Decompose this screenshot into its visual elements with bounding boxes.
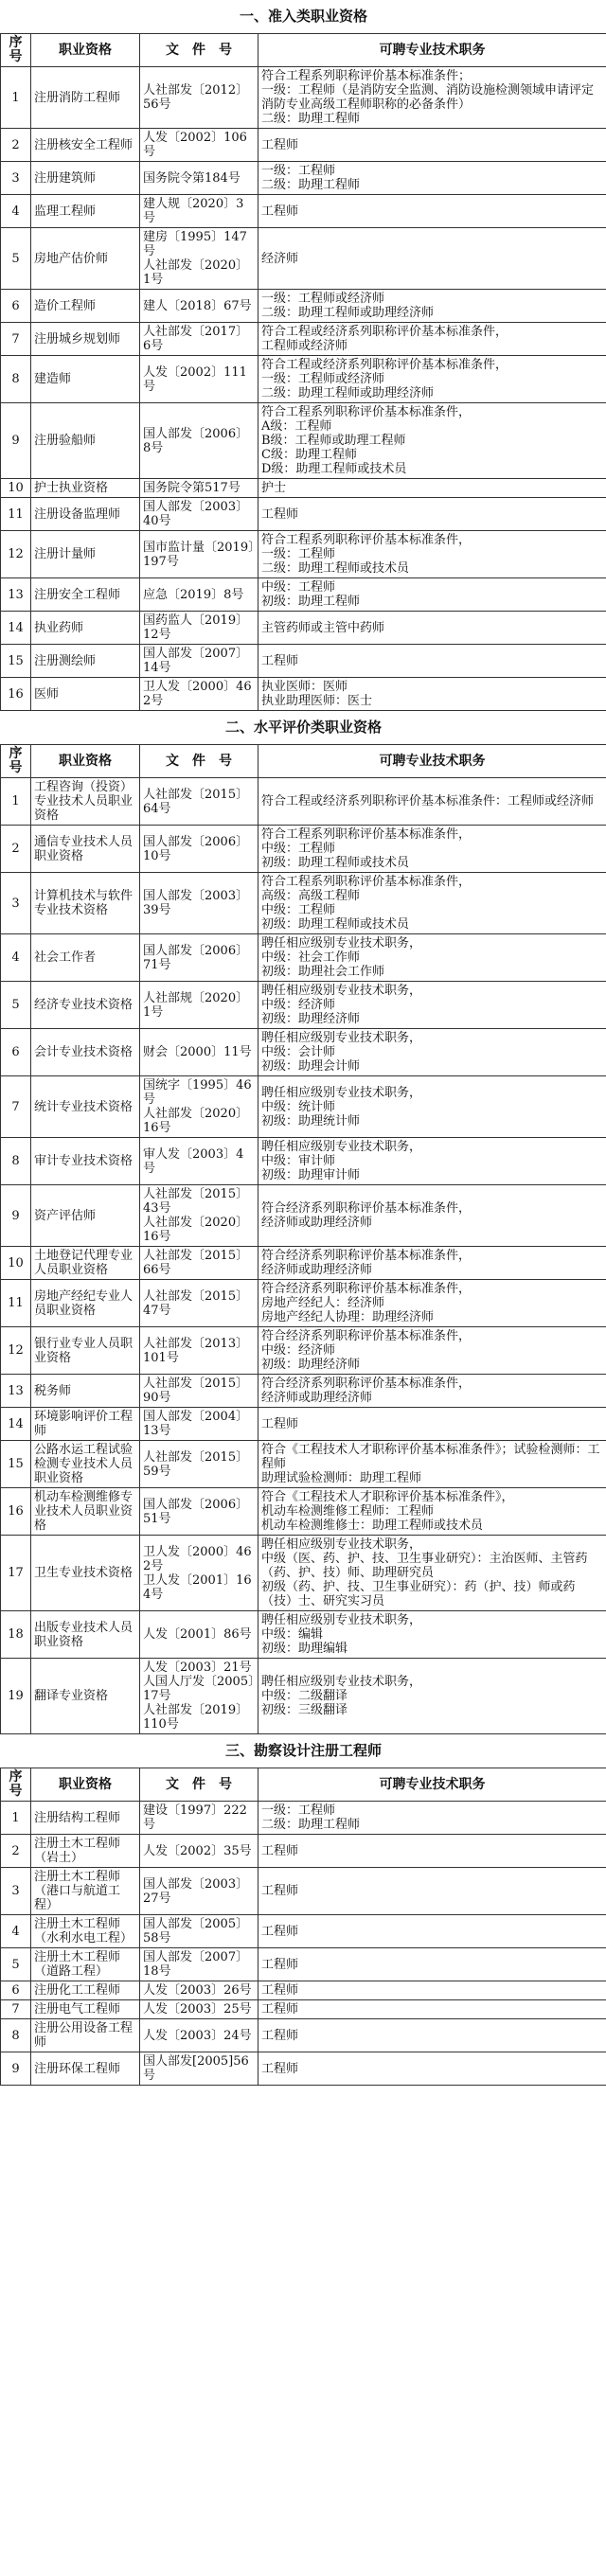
row-number: 17: [1, 1536, 31, 1611]
row-number: 5: [1, 1948, 31, 1981]
document-number: 国人部发〔2003〕40号: [140, 498, 258, 531]
row-number: 9: [1, 1185, 31, 1247]
qualification-name: 机动车检测维修专业技术人员职业资格: [31, 1488, 140, 1536]
row-number: 15: [1, 1441, 31, 1488]
row-number: 12: [1, 531, 31, 578]
qualification-name: 护士执业资格: [31, 479, 140, 498]
qualification-name: 注册电气工程师: [31, 2000, 140, 2019]
table-row: [1, 1408, 606, 1441]
section-title: 三、勘察设计注册工程师: [225, 1742, 383, 1759]
row-number: 8: [1, 356, 31, 403]
table-row: [1, 1375, 606, 1408]
appointable-titles: 符合经济系列职称评价基本标准条件， 经济师或助理经济师: [258, 1247, 606, 1280]
qualification-name: 税务师: [31, 1375, 140, 1408]
header-titles: 可聘专业技术职务: [258, 745, 606, 778]
table-row: [1, 826, 606, 873]
row-number: 2: [1, 1835, 31, 1868]
header-titles: 可聘专业技术职务: [258, 1768, 606, 1802]
table-row: [1, 403, 606, 479]
table-row: [1, 982, 606, 1029]
appointable-titles: 工程师: [258, 2019, 606, 2052]
header-no: 序号: [1, 1768, 31, 1802]
row-number: 6: [1, 1981, 31, 2000]
qualification-name: 注册土木工程师（岩土）: [31, 1835, 140, 1868]
row-number: 19: [1, 1659, 31, 1734]
row-number: 18: [1, 1611, 31, 1659]
appointable-titles: 聘任相应级别专业技术职务， 中级：统计师 初级：助理统计师: [258, 1076, 606, 1138]
appointable-titles: 符合《工程技术人才职称评价基本标准条件》， 机动车检测维修工程师：工程师 机动车检测维修士：助理工程师或技术员: [258, 1488, 606, 1536]
row-number: 14: [1, 612, 31, 645]
appointable-titles: 中级：工程师 初级：助理工程师: [258, 578, 606, 612]
row-number: 11: [1, 498, 31, 531]
document-number: 建人规〔2020〕3号: [140, 195, 258, 228]
document-number: 人发〔2001〕86号: [140, 1611, 258, 1659]
document-number: 国药监人〔2019〕12号: [140, 612, 258, 645]
table-row: [1, 612, 606, 645]
qualification-name: 公路水运工程试验检测专业技术人员职业资格: [31, 1441, 140, 1488]
section-table: [0, 1734, 606, 2086]
table-row: [1, 1915, 606, 1948]
row-number: 3: [1, 1868, 31, 1915]
appointable-titles: 聘任相应级别专业技术职务， 中级：会计师 初级：助理会计师: [258, 1029, 606, 1076]
document-number: 人发〔2003〕26号: [140, 1981, 258, 2000]
qualification-name: 注册设备监理师: [31, 498, 140, 531]
appointable-titles: 工程师: [258, 2000, 606, 2019]
appointable-titles: 护士: [258, 479, 606, 498]
table-row: [1, 129, 606, 162]
appointable-titles: 符合工程或经济系列职称评价基本标准条件：工程师或经济师: [258, 778, 606, 826]
appointable-titles: 工程师: [258, 1408, 606, 1441]
appointable-titles: 聘任相应级别专业技术职务， 中级：经济师 初级：助理经济师: [258, 982, 606, 1029]
appointable-titles: 聘任相应级别专业技术职务， 中级：编辑 初级：助理编辑: [258, 1611, 606, 1659]
row-number: 7: [1, 2000, 31, 2019]
table-row: [1, 1488, 606, 1536]
document-number: 国人部发〔2003〕39号: [140, 873, 258, 934]
document-number: 人社部发〔2015〕64号: [140, 778, 258, 826]
appointable-titles: 符合经济系列职称评价基本标准条件， 房地产经纪人：经济师 房地产经纪人协理：助理经济师: [258, 1280, 606, 1327]
appointable-titles: 工程师: [258, 129, 606, 162]
table-row: [1, 1138, 606, 1185]
qualification-name: 医师: [31, 678, 140, 711]
document-number: 人社部发〔2013〕101号: [140, 1327, 258, 1375]
header-no: 序号: [1, 34, 31, 67]
table-row: [1, 1247, 606, 1280]
section-title: 二、水平评价类职业资格: [225, 719, 383, 736]
table-row: [1, 778, 606, 826]
qualification-name: 工程咨询（投资）专业技术人员职业资格: [31, 778, 140, 826]
appointable-titles: 工程师: [258, 498, 606, 531]
row-number: 9: [1, 403, 31, 479]
row-number: 3: [1, 162, 31, 195]
qualification-name: 银行业专业人员职业资格: [31, 1327, 140, 1375]
appointable-titles: 经济师: [258, 228, 606, 290]
row-number: 3: [1, 873, 31, 934]
document-number: 建房〔1995〕147号 人社部发〔2020〕1号: [140, 228, 258, 290]
qualification-name: 注册城乡规划师: [31, 323, 140, 356]
row-number: 4: [1, 934, 31, 982]
section-table: [0, 711, 606, 1734]
section-title-row: [1, 0, 606, 34]
table-row: [1, 531, 606, 578]
qualification-name: 注册建筑师: [31, 162, 140, 195]
qualification-name: 卫生专业技术资格: [31, 1536, 140, 1611]
header-name: 职业资格: [31, 34, 140, 67]
qualification-name: 注册土木工程师（道路工程）: [31, 1948, 140, 1981]
appointable-titles: 符合工程系列职称评价基本标准条件， 高级：高级工程师 中级：工程师 初级：助理工程师或技术员: [258, 873, 606, 934]
appointable-titles: 一级：工程师 二级：助理工程师: [258, 1802, 606, 1835]
document-number: 国人部发〔2006〕71号: [140, 934, 258, 982]
header-no: 序号: [1, 745, 31, 778]
document-number: 人社部发〔2015〕47号: [140, 1280, 258, 1327]
document-number: 人社部发〔2015〕43号 人社部发〔2020〕16号: [140, 1185, 258, 1247]
table-row: [1, 2000, 606, 2019]
document-number: 人社部发〔2015〕90号: [140, 1375, 258, 1408]
appointable-titles: 聘任相应级别专业技术职务， 中级：审计师 初级：助理审计师: [258, 1138, 606, 1185]
table-row: [1, 479, 606, 498]
appointable-titles: 一级：工程师或经济师 二级：助理工程师或助理经济师: [258, 290, 606, 323]
document-number: 人社部发〔2012〕56号: [140, 67, 258, 129]
document-number: 人发〔2003〕25号: [140, 2000, 258, 2019]
qualification-name: 房地产估价师: [31, 228, 140, 290]
row-number: 7: [1, 1076, 31, 1138]
document-number: 国人部发〔2005〕58号: [140, 1915, 258, 1948]
table-row: [1, 2019, 606, 2052]
table-row: [1, 1981, 606, 2000]
row-number: 2: [1, 129, 31, 162]
appointable-titles: 符合经济系列职称评价基本标准条件， 经济师或助理经济师: [258, 1185, 606, 1247]
qualification-name: 审计专业技术资格: [31, 1138, 140, 1185]
appointable-titles: 主管药师或主管中药师: [258, 612, 606, 645]
section-title: 一、准入类职业资格: [240, 8, 368, 25]
table-row: [1, 2052, 606, 2086]
row-number: 16: [1, 678, 31, 711]
qualification-name: 注册验船师: [31, 403, 140, 479]
row-number: 1: [1, 778, 31, 826]
header-doc: 文 件 号: [140, 1768, 258, 1802]
header-doc: 文 件 号: [140, 745, 258, 778]
appointable-titles: 聘任相应级别专业技术职务， 中级（医、药、护、技、卫生事业研究）：主治医师、主管药（药、护、技）师、助理研究员 初级（药、护、技、卫生事业研究）：药（护、技）师或药（技）士、研究实习员: [258, 1536, 606, 1611]
qualification-name: 注册测绘师: [31, 645, 140, 678]
row-number: 2: [1, 826, 31, 873]
table-row: [1, 498, 606, 531]
appointable-titles: 工程师: [258, 1948, 606, 1981]
qualification-name: 土地登记代理专业人员职业资格: [31, 1247, 140, 1280]
table-row: [1, 290, 606, 323]
row-number: 14: [1, 1408, 31, 1441]
qualification-name: 资产评估师: [31, 1185, 140, 1247]
row-number: 8: [1, 2019, 31, 2052]
document-number: 国人部发〔2006〕51号: [140, 1488, 258, 1536]
document-number: 国人部发〔2006〕10号: [140, 826, 258, 873]
document-number: 国务院令第184号: [140, 162, 258, 195]
document-number: 人发〔2002〕35号: [140, 1835, 258, 1868]
appointable-titles: 工程师: [258, 1835, 606, 1868]
appointable-titles: 聘任相应级别专业技术职务， 中级：二级翻译 初级：三级翻译: [258, 1659, 606, 1734]
document-number: 国人部发〔2006〕8号: [140, 403, 258, 479]
table-row: [1, 1327, 606, 1375]
qualification-name: 计算机技术与软件专业技术资格: [31, 873, 140, 934]
table-row: [1, 1611, 606, 1659]
section-table: [0, 0, 606, 711]
qualification-name: 环境影响评价工程师: [31, 1408, 140, 1441]
qualification-name: 经济专业技术资格: [31, 982, 140, 1029]
section-title-row: [1, 1734, 606, 1768]
qualification-name: 注册消防工程师: [31, 67, 140, 129]
table-row: [1, 934, 606, 982]
document-number: 人社部发〔2017〕6号: [140, 323, 258, 356]
table-row: [1, 678, 606, 711]
appointable-titles: 工程师: [258, 1868, 606, 1915]
appointable-titles: 符合《工程技术人才职称评价基本标准条件》；试验检测师：工程师 助理试验检测师：助理工程师: [258, 1441, 606, 1488]
qualification-name: 建造师: [31, 356, 140, 403]
qualification-name: 统计专业技术资格: [31, 1076, 140, 1138]
appointable-titles: 工程师: [258, 645, 606, 678]
table-header-row: [1, 1768, 606, 1802]
document-number: 人发〔2002〕106号: [140, 129, 258, 162]
appointable-titles: 工程师: [258, 2052, 606, 2086]
appointable-titles: 聘任相应级别专业技术职务， 中级：社会工作师 初级：助理社会工作师: [258, 934, 606, 982]
appointable-titles: 符合经济系列职称评价基本标准条件， 中级：经济师 初级：助理经济师: [258, 1327, 606, 1375]
row-number: 6: [1, 1029, 31, 1076]
row-number: 6: [1, 290, 31, 323]
row-number: 10: [1, 479, 31, 498]
table-row: [1, 578, 606, 612]
qualification-name: 注册土木工程师（港口与航道工程）: [31, 1868, 140, 1915]
document-number: 国人部发〔2007〕18号: [140, 1948, 258, 1981]
header-name: 职业资格: [31, 1768, 140, 1802]
document-number: 审人发〔2003〕4号: [140, 1138, 258, 1185]
row-number: 7: [1, 323, 31, 356]
row-number: 4: [1, 1915, 31, 1948]
table-row: [1, 1868, 606, 1915]
document-number: 人发〔2003〕24号: [140, 2019, 258, 2052]
appointable-titles: 符合工程或经济系列职称评价基本标准条件， 一级：工程师或经济师 二级：助理工程师或助理经济师: [258, 356, 606, 403]
document-number: 国务院令第517号: [140, 479, 258, 498]
table-row: [1, 1185, 606, 1247]
document-number: 卫人发〔2000〕462号 卫人发〔2001〕164号: [140, 1536, 258, 1611]
document-number: 卫人发〔2000〕462号: [140, 678, 258, 711]
table-header-row: [1, 34, 606, 67]
table-row: [1, 1029, 606, 1076]
document-number: 建设〔1997〕222号: [140, 1802, 258, 1835]
table-row: [1, 162, 606, 195]
appointable-titles: 符合经济系列职称评价基本标准条件， 经济师或助理经济师: [258, 1375, 606, 1408]
table-row: [1, 67, 606, 129]
row-number: 1: [1, 67, 31, 129]
row-number: 10: [1, 1247, 31, 1280]
row-number: 16: [1, 1488, 31, 1536]
row-number: 15: [1, 645, 31, 678]
qualification-name: 注册计量师: [31, 531, 140, 578]
qualification-name: 注册结构工程师: [31, 1802, 140, 1835]
table-row: [1, 1280, 606, 1327]
qualification-name: 注册安全工程师: [31, 578, 140, 612]
row-number: 8: [1, 1138, 31, 1185]
header-titles: 可聘专业技术职务: [258, 34, 606, 67]
table-row: [1, 356, 606, 403]
document-number: 人社部发〔2015〕66号: [140, 1247, 258, 1280]
qualification-name: 通信专业技术人员职业资格: [31, 826, 140, 873]
qualification-name: 会计专业技术资格: [31, 1029, 140, 1076]
qualification-name: 注册化工工程师: [31, 1981, 140, 2000]
document-number: 国市监计量〔2019〕197号: [140, 531, 258, 578]
table-row: [1, 873, 606, 934]
qualification-name: 执业药师: [31, 612, 140, 645]
document-number: 国人部发〔2004〕13号: [140, 1408, 258, 1441]
section-title-row: [1, 711, 606, 745]
appointable-titles: 工程师: [258, 195, 606, 228]
table-row: [1, 645, 606, 678]
document-number: 国人部发[2005]56号: [140, 2052, 258, 2086]
appointable-titles: 工程师: [258, 1915, 606, 1948]
qualification-name: 房地产经纪专业人员职业资格: [31, 1280, 140, 1327]
appointable-titles: 工程师: [258, 1981, 606, 2000]
appointable-titles: 符合工程系列职称评价基本标准条件， 中级：工程师 初级：助理工程师或技术员: [258, 826, 606, 873]
row-number: 5: [1, 982, 31, 1029]
appointable-titles: 符合工程系列职称评价基本标准条件， 一级：工程师 二级：助理工程师或技术员: [258, 531, 606, 578]
document-number: 国人部发〔2007〕14号: [140, 645, 258, 678]
table-row: [1, 195, 606, 228]
header-doc: 文 件 号: [140, 34, 258, 67]
qualification-name: 注册核安全工程师: [31, 129, 140, 162]
table-row: [1, 1835, 606, 1868]
row-number: 13: [1, 578, 31, 612]
qualification-name: 翻译专业资格: [31, 1659, 140, 1734]
table-row: [1, 1076, 606, 1138]
qualification-name: 出版专业技术人员职业资格: [31, 1611, 140, 1659]
qualification-name: 监理工程师: [31, 195, 140, 228]
header-name: 职业资格: [31, 745, 140, 778]
document-number: 人社部规〔2020〕1号: [140, 982, 258, 1029]
appointable-titles: 执业医师：医师 执业助理医师：医士: [258, 678, 606, 711]
row-number: 4: [1, 195, 31, 228]
qualification-name: 造价工程师: [31, 290, 140, 323]
document-number: 国人部发〔2003〕27号: [140, 1868, 258, 1915]
table-row: [1, 1441, 606, 1488]
row-number: 9: [1, 2052, 31, 2086]
document-number: 财会〔2000〕11号: [140, 1029, 258, 1076]
row-number: 12: [1, 1327, 31, 1375]
document-number: 人社部发〔2015〕59号: [140, 1441, 258, 1488]
appointable-titles: 符合工程或经济系列职称评价基本标准条件， 工程师或经济师: [258, 323, 606, 356]
table-row: [1, 228, 606, 290]
table-row: [1, 323, 606, 356]
row-number: 11: [1, 1280, 31, 1327]
table-row: [1, 1948, 606, 1981]
qualification-name: 注册环保工程师: [31, 2052, 140, 2086]
appointable-titles: 符合工程系列职称评价基本标准条件， A级：工程师 B级：工程师或助理工程师 C级：助理工程师 D级：助理工程师或技术员: [258, 403, 606, 479]
row-number: 1: [1, 1802, 31, 1835]
table-row: [1, 1536, 606, 1611]
appointable-titles: 符合工程系列职称评价基本标准条件； 一级：工程师（是消防安全监测、消防设施检测领域申请评定消防专业高级工程师职称的必备条件） 二级：助理工程师: [258, 67, 606, 129]
table-row: [1, 1802, 606, 1835]
document-number: 国统字〔1995〕46号 人社部发〔2020〕16号: [140, 1076, 258, 1138]
qualification-name: 注册土木工程师（水利水电工程）: [31, 1915, 140, 1948]
table-header-row: [1, 745, 606, 778]
document-number: 人发〔2002〕111号: [140, 356, 258, 403]
qualification-name: 注册公用设备工程师: [31, 2019, 140, 2052]
row-number: 13: [1, 1375, 31, 1408]
document-number: 人发〔2003〕21号 人国人厅发〔2005〕17号 人社部发〔2019〕110号: [140, 1659, 258, 1734]
qualification-name: 社会工作者: [31, 934, 140, 982]
document-number: 应急〔2019〕8号: [140, 578, 258, 612]
appointable-titles: 一级：工程师 二级：助理工程师: [258, 162, 606, 195]
table-row: [1, 1659, 606, 1734]
row-number: 5: [1, 228, 31, 290]
document-number: 建人〔2018〕67号: [140, 290, 258, 323]
